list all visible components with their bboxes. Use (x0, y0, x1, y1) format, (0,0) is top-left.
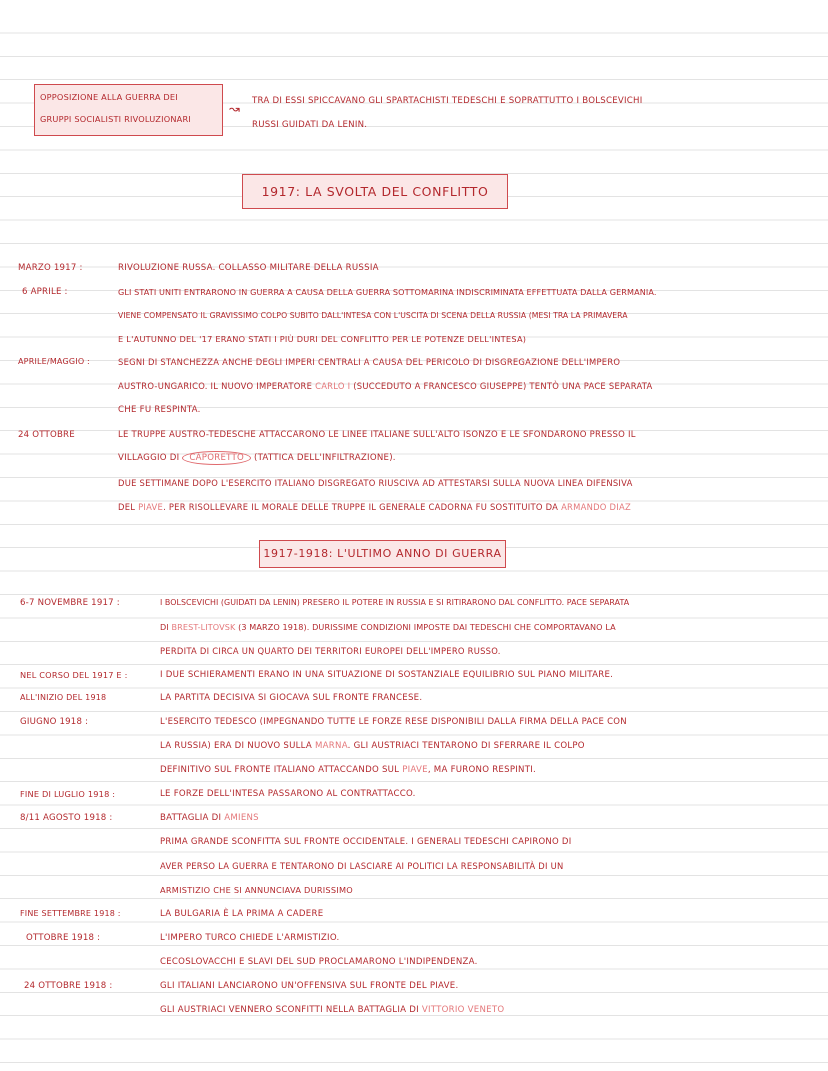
date-label: FINE DI LUGLIO 1918 : (20, 789, 116, 799)
text-line: LE TRUPPE AUSTRO-TEDESCHE ATTACCARONO LE LINEE ITALIANE SULL'ALTO ISONZO E LE SFONDARONO PRESSO IL (118, 430, 636, 440)
text-line (160, 741, 585, 751)
date-label: GIUGNO 1918 : (20, 717, 89, 727)
text-segment: DEL (118, 502, 139, 512)
caporetto-circled: CAPORETTO (182, 451, 251, 465)
date-label: 6 APRILE : (22, 287, 68, 297)
highlight-diaz: ARMANDO DIAZ (561, 502, 631, 512)
text-line: I BOLSCEVICHI (GUIDATI DA LENIN) PRESERO IL POTERE IN RUSSIA E SI RITIRARONO DAL CONFLITTO. PACE SEPARATA (160, 598, 630, 607)
text-line: DUE SETTIMANE DOPO L'ESERCITO ITALIANO DISGREGATO RIUSCIVA AD ATTESTARSI SULLA NUOVA LINEA DIFENSIVA (118, 478, 633, 488)
text-segment: AUSTRO-UNGARICO. IL NUOVO IMPERATORE (118, 381, 316, 391)
note-box (34, 84, 223, 136)
text-segment: DEFINITIVO SUL FRONTE ITALIANO ATTACCANDO SUL (160, 765, 403, 775)
text-segment: , MA FURONO RESPINTI. (427, 765, 536, 775)
text-line: L'IMPERO TURCO CHIEDE L'ARMISTIZIO. (160, 933, 340, 943)
text-line: GLI ITALIANI LANCIARONO UN'OFFENSIVA SUL FRONTE DEL PIAVE. (160, 981, 459, 991)
text-line: E L'AUTUNNO DEL '17 ERANO STATI I PIÙ DURI DEL CONFLITTO PER LE POTENZE DELL'INTESA) (118, 334, 527, 344)
text-line (160, 622, 616, 632)
text-line: RIVOLUZIONE RUSSA. COLLASSO MILITARE DELLA RUSSIA (118, 263, 379, 273)
highlight-marna: MARNA (315, 741, 348, 751)
note-box-line1: OPPOSIZIONE ALLA GUERRA DEI (40, 92, 178, 102)
text-line: CHE FU RESPINTA. (118, 405, 201, 415)
text-line: CECOSLOVACCHI E SLAVI DEL SUD PROCLAMARONO L'INDIPENDENZA. (160, 957, 478, 967)
text-line: LE FORZE DELL'INTESA PASSARONO AL CONTRATTACCO. (160, 789, 416, 799)
note-box-line2: GRUPPI SOCIALISTI RIVOLUZIONARI (40, 114, 191, 124)
highlight-piave: PIAVE (138, 502, 164, 512)
date-label: ALL'INIZIO DEL 1918 (20, 693, 107, 702)
text-segment: (SUCCEDUTO A FRANCESCO GIUSEPPE) TENTÒ UNA PACE SEPARATA (350, 381, 653, 391)
text-line: PERDITA DI CIRCA UN QUARTO DEI TERRITORI EUROPEI DELL'IMPERO RUSSO. (160, 646, 501, 656)
text-line: AVER PERSO LA GUERRA E TENTARONO DI LASCIARE AI POLITICI LA RESPONSABILITÀ DI UN (160, 861, 564, 871)
text-line (118, 502, 631, 512)
text-line (160, 813, 259, 823)
text-segment: GLI AUSTRIACI VENNERO SCONFITTI NELLA BATTAGLIA DI (160, 1005, 422, 1015)
text-line: I DUE SCHIERAMENTI ERANO IN UNA SITUAZIONE DI SOSTANZIALE EQUILIBRIO SUL PIANO MILITARE. (160, 670, 614, 680)
text-segment: (3 MARZO 1918). DURISSIME CONDIZIONI IMPOSTE DAI TEDESCHI CHE COMPORTAVANO LA (235, 622, 616, 632)
text-line (160, 1005, 504, 1015)
date-label: 8/11 AGOSTO 1918 : (20, 813, 113, 823)
text-line: PRIMA GRANDE SCONFITTA SUL FRONTE OCCIDENTALE. I GENERALI TEDESCHI CAPIRONO DI (160, 837, 572, 847)
text-segment: (TATTICA DELL'INFILTRAZIONE). (251, 453, 396, 463)
text-segment: LA RUSSIA) ERA DI NUOVO SULLA (160, 741, 315, 751)
text-line: LA PARTITA DECISIVA SI GIOCAVA SUL FRONTE FRANCESE. (160, 693, 423, 703)
date-label: 6-7 NOVEMBRE 1917 : (20, 598, 120, 608)
highlight-amiens: AMIENS (224, 813, 259, 823)
arrow-icon: ↝ (229, 102, 240, 117)
text-line (160, 765, 536, 775)
highlight-carlo: CARLO I (315, 381, 351, 391)
intro-line2: RUSSI GUIDATI DA LENIN. (252, 120, 368, 130)
date-label: NEL CORSO DEL 1917 E : (20, 670, 128, 680)
text-line (118, 451, 396, 465)
date-label: 24 OTTOBRE (18, 430, 75, 440)
text-line: L'ESERCITO TEDESCO (IMPEGNANDO TUTTE LE FORZE RESE DISPONIBILI DALLA FIRMA DELLA PACE CON (160, 717, 627, 727)
highlight-vittorio-veneto: VITTORIO VENETO (421, 1005, 505, 1015)
text-segment: VILLAGGIO DI (118, 453, 183, 463)
highlight-piave-2: PIAVE (402, 765, 428, 775)
text-segment: BATTAGLIA DI (160, 813, 225, 823)
intro-line1: TRA DI ESSI SPICCAVANO GLI SPARTACHISTI TEDESCHI E SOPRATTUTTO I BOLSCEVICHI (252, 96, 643, 106)
text-segment: DI (160, 622, 172, 632)
text-line (118, 381, 653, 391)
date-label: 24 OTTOBRE 1918 : (24, 981, 113, 991)
date-label: APRILE/MAGGIO : (18, 357, 90, 366)
date-label: OTTOBRE 1918 : (26, 933, 101, 943)
text-segment: . GLI AUSTRIACI TENTARONO DI SFERRARE IL COLPO (347, 741, 585, 751)
text-line: ARMISTIZIO CHE SI ANNUNCIAVA DURISSIMO (160, 885, 353, 895)
highlight-brest: BREST-LITOVSK (171, 622, 236, 632)
date-label: MARZO 1917 : (18, 263, 83, 273)
section2-title: 1917-1918: L'ULTIMO ANNO DI GUERRA (259, 540, 506, 568)
section1-title: 1917: LA SVOLTA DEL CONFLITTO (242, 174, 508, 209)
text-line: LA BULGARIA È LA PRIMA A CADERE (160, 909, 324, 919)
text-line: GLI STATI UNITI ENTRARONO IN GUERRA A CAUSA DELLA GUERRA SOTTOMARINA INDISCRIMINATA EFFETTUATA DALLA GERMANIA. (118, 287, 657, 297)
text-line: SEGNI DI STANCHEZZA ANCHE DEGLI IMPERI CENTRALI A CAUSA DEL PERICOLO DI DISGREGAZIONE DELL'IMPERO (118, 357, 621, 367)
date-label: FINE SETTEMBRE 1918 : (20, 909, 121, 918)
text-segment: . PER RISOLLEVARE IL MORALE DELLE TRUPPE IL GENERALE CADORNA FU SOSTITUITO DA (163, 502, 562, 512)
text-line: VIENE COMPENSATO IL GRAVISSIMO COLPO SUBITO DALL'INTESA CON L'USCITA DI SCENA DELLA RUSSIA (MESI TRA LA PRIMAVERA (118, 311, 628, 320)
